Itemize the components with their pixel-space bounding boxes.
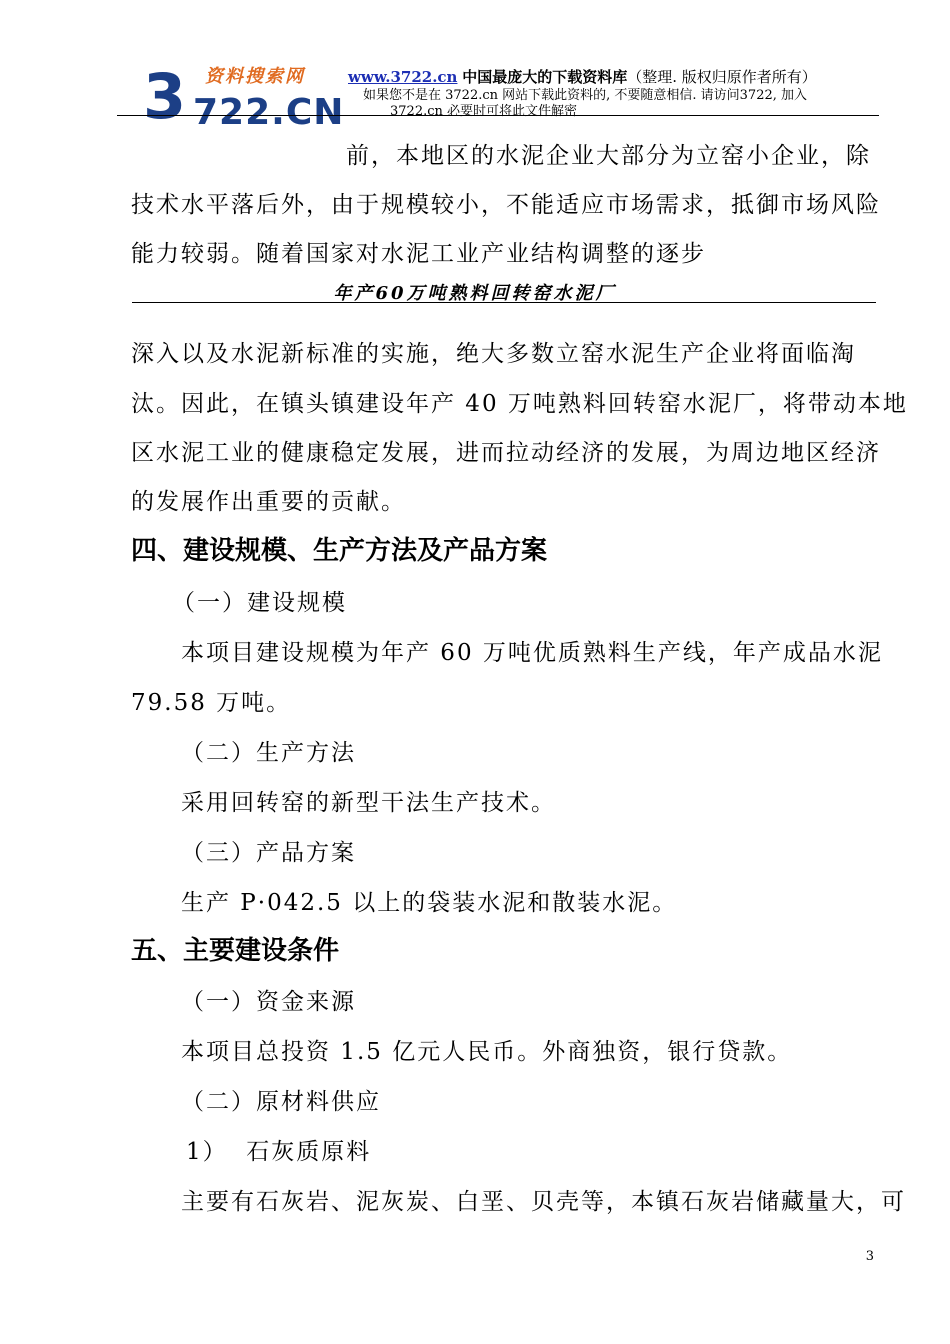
paragraph-line: 前，本地区的水泥企业大部分为立窑小企业，除 [346, 143, 871, 169]
header-divider [117, 115, 879, 116]
download-notice-line1: 如果您不是在 3722.cn 网站下载此资料的, 不要随意相信. 请访问3722, 加入 [363, 88, 808, 103]
section-heading: 五、主要建设条件 [131, 936, 340, 966]
paragraph-line: 本项目总投资 1.5 亿元人民币。外商独资，银行贷款。 [181, 1039, 793, 1065]
paragraph-line: 深入以及水泥新标准的实施，绝大多数立窑水泥生产企业将面临淘 [131, 341, 856, 367]
copyright-note: （整理. 版权归原作者所有） [627, 68, 817, 86]
subsection-heading: （一）建设规模 [172, 590, 347, 616]
site-logo [143, 62, 343, 132]
paragraph-line: 汰。因此，在镇头镇建设年产 40 万吨熟料回转窑水泥厂，将带动本地 [131, 391, 908, 417]
paragraph-line: 主要有石灰岩、泥灰炭、白垩、贝壳等，本镇石灰岩储藏量大，可 [181, 1189, 906, 1215]
running-title-divider [132, 302, 876, 303]
subsection-heading: （二）原材料供应 [181, 1089, 381, 1115]
section-heading: 四、建设规模、生产方法及产品方案 [131, 536, 548, 566]
logo-digit: 3 [143, 60, 187, 133]
site-description: 中国最庞大的下载资料库 [462, 68, 628, 86]
paragraph-line: 生产 P·042.5 以上的袋装水泥和散装水泥。 [181, 890, 678, 916]
subsection-heading: （二）生产方法 [181, 740, 356, 766]
paragraph-line: 能力较弱。随着国家对水泥工业产业结构调整的逐步 [131, 241, 706, 267]
paragraph-line: 本项目建设规模为年产 60 万吨优质熟料生产线，年产成品水泥 [181, 640, 883, 666]
logo-tagline: 资料搜索网 [205, 66, 305, 87]
subsection-heading: （一）资金来源 [181, 989, 356, 1015]
list-item: 1） 石灰质原料 [186, 1139, 372, 1165]
paragraph-line: 区水泥工业的健康稳定发展，进而拉动经济的发展，为周边地区经济 [131, 440, 881, 466]
logo-text: 722.CN [193, 92, 345, 133]
paragraph-line: 的发展作出重要的贡献。 [131, 489, 406, 515]
subsection-heading: （三）产品方案 [181, 840, 356, 866]
paragraph-line: 采用回转窑的新型干法生产技术。 [181, 790, 556, 816]
page-number: 3 [865, 1249, 874, 1264]
paragraph-line: 79.58 万吨。 [131, 690, 292, 716]
download-notice-line2: 3722.cn 必要时可将此文件解密 [390, 104, 578, 119]
site-link[interactable]: www.3722.cn [348, 68, 458, 86]
running-title: 年产60万吨熟料回转窑水泥厂 [333, 283, 617, 304]
paragraph-line: 技术水平落后外，由于规模较小，不能适应市场需求，抵御市场风险 [131, 192, 881, 218]
